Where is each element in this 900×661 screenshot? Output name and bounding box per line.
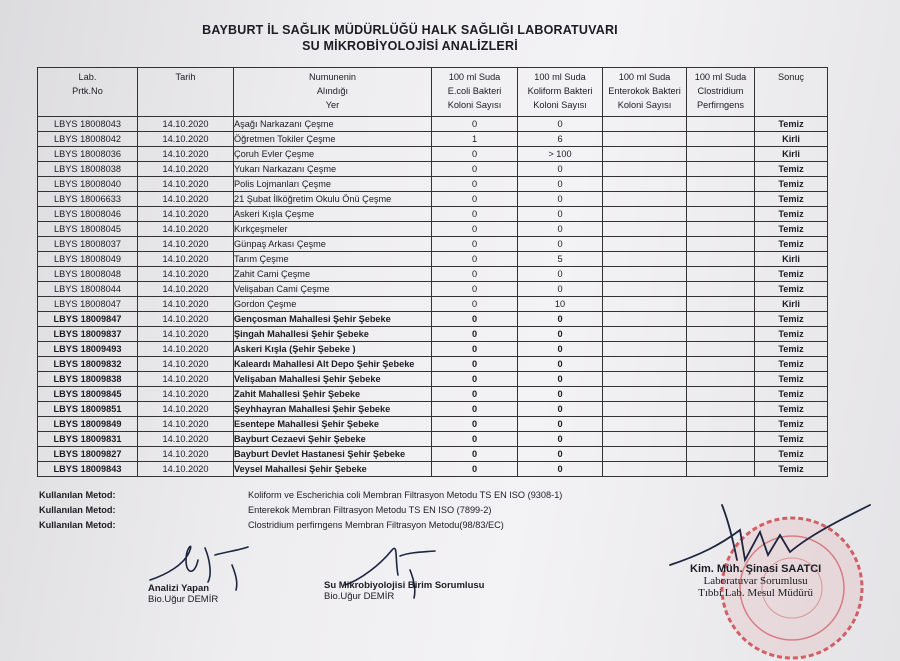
lab-no-cell: LBYS 18008044 — [38, 282, 138, 297]
date-cell: 14.10.2020 — [138, 132, 234, 147]
place-cell: Şeyhhayran Mahallesi Şehir Şebeke — [234, 402, 432, 417]
method-label: Kullanılan Metod: — [39, 505, 116, 515]
result-cell: Temiz — [755, 432, 828, 447]
header-clostridium: 100 ml Suda Clostridium Perfirngens — [687, 68, 755, 117]
koliform-cell: 0 — [518, 177, 603, 192]
date-cell: 14.10.2020 — [138, 297, 234, 312]
date-cell: 14.10.2020 — [138, 402, 234, 417]
place-cell: Bayburt Cezaevi Şehir Şebeke — [234, 432, 432, 447]
ecoli-cell: 0 — [432, 387, 518, 402]
place-cell: Öğretmen Tokiler Çeşme — [234, 132, 432, 147]
lab-no-cell: LBYS 18008049 — [38, 252, 138, 267]
ecoli-cell: 0 — [432, 447, 518, 462]
place-cell: Günpaş Arkası Çeşme — [234, 237, 432, 252]
date-cell: 14.10.2020 — [138, 327, 234, 342]
place-cell: Veysel Mahallesi Şehir Şebeke — [234, 462, 432, 477]
result-cell: Temiz — [755, 192, 828, 207]
result-cell: Kirli — [755, 297, 828, 312]
date-cell: 14.10.2020 — [138, 207, 234, 222]
header-date: Tarih — [138, 68, 234, 117]
analyst-name: Bio.Uğur DEMİR — [148, 594, 219, 605]
header-koliform: 100 ml Suda Koliform Bakteri Koloni Sayısı — [518, 68, 603, 117]
ecoli-cell: 0 — [432, 282, 518, 297]
date-cell: 14.10.2020 — [138, 192, 234, 207]
place-cell: Esentepe Mahallesi Şehir Şebeke — [234, 417, 432, 432]
lab-no-cell: LBYS 18009849 — [38, 417, 138, 432]
head-title-1: Laboratuvar Sorumlusu — [703, 575, 808, 587]
koliform-cell: 0 — [518, 282, 603, 297]
result-cell: Temiz — [755, 357, 828, 372]
header-ecoli: 100 ml Suda E.coli Bakteri Koloni Sayısı — [432, 68, 518, 117]
head-name: Kim. Müh. Şinasi SAATCI — [690, 563, 822, 575]
result-cell: Temiz — [755, 447, 828, 462]
date-cell: 14.10.2020 — [138, 447, 234, 462]
result-cell: Temiz — [755, 282, 828, 297]
ecoli-cell: 1 — [432, 132, 518, 147]
koliform-cell: 0 — [518, 222, 603, 237]
lab-no-cell: LBYS 18008046 — [38, 207, 138, 222]
date-cell: 14.10.2020 — [138, 357, 234, 372]
ecoli-cell: 0 — [432, 222, 518, 237]
result-cell: Temiz — [755, 342, 828, 357]
koliform-cell: 0 — [518, 267, 603, 282]
ecoli-cell: 0 — [432, 432, 518, 447]
header-lab-no: Lab. Prtk.No — [38, 68, 138, 117]
ecoli-cell: 0 — [432, 177, 518, 192]
place-cell: Çoruh Evler Çeşme — [234, 147, 432, 162]
ecoli-cell: 0 — [432, 402, 518, 417]
date-cell: 14.10.2020 — [138, 417, 234, 432]
ecoli-cell: 0 — [432, 417, 518, 432]
result-cell: Temiz — [755, 327, 828, 342]
method-value: Clostridium perfirngens Membran Filtrasyon Metodu(98/83/EC) — [248, 520, 504, 530]
lab-no-cell: LBYS 18009831 — [38, 432, 138, 447]
date-cell: 14.10.2020 — [138, 282, 234, 297]
result-cell: Kirli — [755, 252, 828, 267]
koliform-cell: 0 — [518, 207, 603, 222]
lab-no-cell: LBYS 18008036 — [38, 147, 138, 162]
koliform-cell: 0 — [518, 162, 603, 177]
lab-no-cell: LBYS 18008047 — [38, 297, 138, 312]
ecoli-cell: 0 — [432, 312, 518, 327]
place-cell: Velişaban Cami Çeşme — [234, 282, 432, 297]
result-cell: Kirli — [755, 147, 828, 162]
ecoli-cell: 0 — [432, 372, 518, 387]
result-cell: Temiz — [755, 387, 828, 402]
koliform-cell: 0 — [518, 432, 603, 447]
lab-no-cell: LBYS 18008038 — [38, 162, 138, 177]
result-cell: Temiz — [755, 117, 828, 132]
place-cell: Şingah Mahallesi Şehir Şebeke — [234, 327, 432, 342]
ecoli-cell: 0 — [432, 117, 518, 132]
ecoli-cell: 0 — [432, 297, 518, 312]
result-cell: Temiz — [755, 372, 828, 387]
koliform-cell: 0 — [518, 357, 603, 372]
ecoli-cell: 0 — [432, 327, 518, 342]
ecoli-cell: 0 — [432, 237, 518, 252]
lab-no-cell: LBYS 18008043 — [38, 117, 138, 132]
lab-no-cell: LBYS 18009847 — [38, 312, 138, 327]
method-label: Kullanılan Metod: — [39, 520, 116, 530]
ecoli-cell: 0 — [432, 207, 518, 222]
lab-no-cell: LBYS 18008040 — [38, 177, 138, 192]
date-cell: 14.10.2020 — [138, 162, 234, 177]
koliform-cell: 0 — [518, 372, 603, 387]
unit-role: Su Mikrobiyolojisi Birim Sorumlusu — [324, 580, 485, 591]
ecoli-cell: 0 — [432, 267, 518, 282]
method-label: Kullanılan Metod: — [39, 490, 116, 500]
koliform-cell: 6 — [518, 132, 603, 147]
date-cell: 14.10.2020 — [138, 252, 234, 267]
place-cell: Zahit Cami Çeşme — [234, 267, 432, 282]
place-cell: Kırkçeşmeler — [234, 222, 432, 237]
place-cell: Polis Lojmanları Çeşme — [234, 177, 432, 192]
date-cell: 14.10.2020 — [138, 432, 234, 447]
ecoli-cell: 0 — [432, 342, 518, 357]
koliform-cell: 0 — [518, 237, 603, 252]
head-title-2: Tıbbi Lab. Mesul Müdürü — [698, 587, 814, 599]
koliform-cell: 0 — [518, 417, 603, 432]
lab-no-cell: LBYS 18009837 — [38, 327, 138, 342]
ecoli-cell: 0 — [432, 462, 518, 477]
ecoli-cell: 0 — [432, 147, 518, 162]
place-cell: Aşağı Narkazanı Çeşme — [234, 117, 432, 132]
date-cell: 14.10.2020 — [138, 372, 234, 387]
document-subtitle: SU MİKROBİYOLOJİSİ ANALİZLERİ — [302, 39, 518, 53]
ecoli-cell: 0 — [432, 192, 518, 207]
place-cell: Bayburt Devlet Hastanesi Şehir Şebeke — [234, 447, 432, 462]
lab-no-cell: LBYS 18006633 — [38, 192, 138, 207]
koliform-cell: 10 — [518, 297, 603, 312]
place-cell: Zahit Mahallesi Şehir Şebeke — [234, 387, 432, 402]
date-cell: 14.10.2020 — [138, 462, 234, 477]
header-place: Numunenin Alındığı Yer — [234, 68, 432, 117]
result-cell: Temiz — [755, 237, 828, 252]
place-cell: Kaleardı Mahallesi Alt Depo Şehir Şebeke — [234, 357, 432, 372]
koliform-cell: 0 — [518, 327, 603, 342]
place-cell: Askeri Kışla Çeşme — [234, 207, 432, 222]
lab-no-cell: LBYS 18008037 — [38, 237, 138, 252]
lab-no-cell: LBYS 18009493 — [38, 342, 138, 357]
header-enterokok: 100 ml Suda Enterokok Bakteri Koloni Sayısı — [603, 68, 687, 117]
result-cell: Temiz — [755, 177, 828, 192]
analyst-role: Analizi Yapan — [148, 583, 210, 594]
lab-no-cell: LBYS 18009832 — [38, 357, 138, 372]
result-cell: Temiz — [755, 267, 828, 282]
method-value: Enterekok Membran Filtrasyon Metodu TS EN ISO (7899-2) — [248, 505, 492, 515]
place-cell: Yukarı Narkazanı Çeşme — [234, 162, 432, 177]
date-cell: 14.10.2020 — [138, 237, 234, 252]
date-cell: 14.10.2020 — [138, 267, 234, 282]
place-cell: Gençosman Mahallesi Şehir Şebeke — [234, 312, 432, 327]
result-cell: Temiz — [755, 417, 828, 432]
koliform-cell: 0 — [518, 447, 603, 462]
koliform-cell: 0 — [518, 192, 603, 207]
head-signature-block — [690, 563, 821, 599]
koliform-cell: 0 — [518, 312, 603, 327]
place-cell: 21 Şubat İlköğretim Okulu Önü Çeşme — [234, 192, 432, 207]
result-cell: Temiz — [755, 222, 828, 237]
result-cell: Temiz — [755, 162, 828, 177]
koliform-cell: 0 — [518, 342, 603, 357]
result-cell: Kirli — [755, 132, 828, 147]
lab-no-cell: LBYS 18009843 — [38, 462, 138, 477]
unit-signature-block — [324, 580, 484, 602]
date-cell: 14.10.2020 — [138, 312, 234, 327]
koliform-cell: 0 — [518, 462, 603, 477]
result-cell: Temiz — [755, 462, 828, 477]
date-cell: 14.10.2020 — [138, 117, 234, 132]
place-cell: Askeri Kışla (Şehir Şebeke ) — [234, 342, 432, 357]
lab-no-cell: LBYS 18009827 — [38, 447, 138, 462]
koliform-cell: > 100 — [518, 147, 603, 162]
ecoli-cell: 0 — [432, 357, 518, 372]
lab-no-cell: LBYS 18009838 — [38, 372, 138, 387]
koliform-cell: 0 — [518, 402, 603, 417]
document-title: BAYBURT İL SAĞLIK MÜDÜRLÜĞÜ HALK SAĞLIĞI LABORATUVARI — [202, 23, 618, 37]
ecoli-cell: 0 — [432, 162, 518, 177]
ecoli-cell: 0 — [432, 252, 518, 267]
result-cell: Temiz — [755, 207, 828, 222]
koliform-cell: 0 — [518, 387, 603, 402]
result-cell: Temiz — [755, 312, 828, 327]
koliform-cell: 5 — [518, 252, 603, 267]
date-cell: 14.10.2020 — [138, 387, 234, 402]
place-cell: Velişaban Mahallesi Şehir Şebeke — [234, 372, 432, 387]
place-cell: Tarım Çeşme — [234, 252, 432, 267]
analyst-signature-block — [148, 583, 218, 605]
method-value: Koliform ve Escherichia coli Membran Filtrasyon Metodu TS EN ISO (9308-1) — [248, 490, 563, 500]
date-cell: 14.10.2020 — [138, 147, 234, 162]
lab-no-cell: LBYS 18008048 — [38, 267, 138, 282]
lab-no-cell: LBYS 18009851 — [38, 402, 138, 417]
lab-no-cell: LBYS 18008045 — [38, 222, 138, 237]
lab-no-cell: LBYS 18008042 — [38, 132, 138, 147]
place-cell: Gordon Çeşme — [234, 297, 432, 312]
result-cell: Temiz — [755, 402, 828, 417]
date-cell: 14.10.2020 — [138, 222, 234, 237]
koliform-cell: 0 — [518, 117, 603, 132]
header-result: Sonuç — [755, 68, 828, 117]
unit-name: Bio.Uğur DEMİR — [324, 591, 395, 602]
lab-no-cell: LBYS 18009845 — [38, 387, 138, 402]
date-cell: 14.10.2020 — [138, 177, 234, 192]
date-cell: 14.10.2020 — [138, 342, 234, 357]
